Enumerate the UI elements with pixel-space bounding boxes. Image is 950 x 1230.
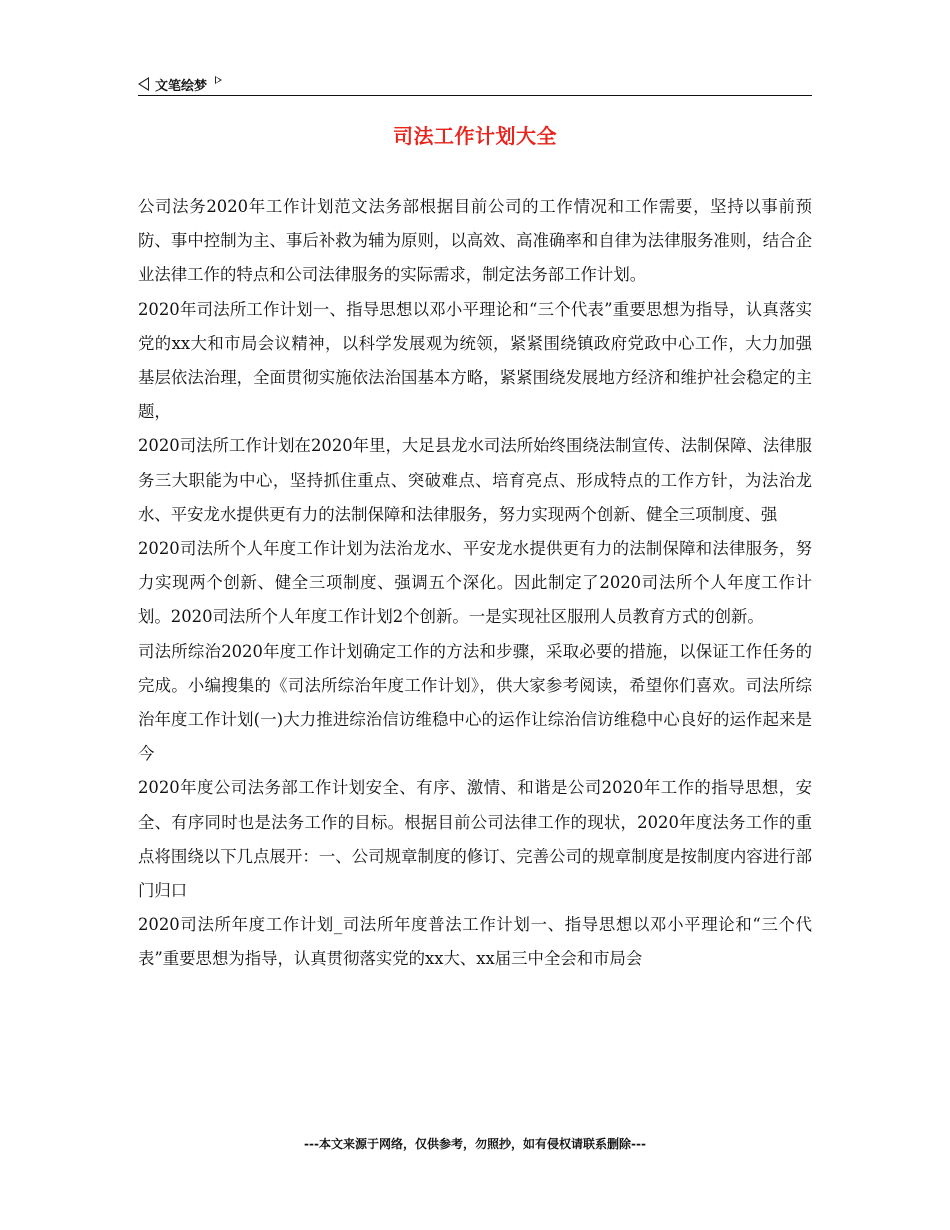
page-footer-disclaimer: ---本文来源于网络，仅供参考，勿照抄，如有侵权请联系删除---: [304, 1137, 646, 1151]
page-header: [138, 72, 812, 96]
header-divider: [138, 95, 812, 96]
triangle-right-icon: [215, 76, 222, 84]
brand-label: 文笔绘梦: [155, 78, 208, 94]
paragraph: 公司法务2020年工作计划范文法务部根据目前公司的工作情况和工作需要，坚持以事前预防、事中控制为主、事后补救为辅为原则，以高效、高准确率和自律为法律服务准则，结合企业法律工作的特点和公司法律服务的实际需求，制定法务部工作计划。: [138, 197, 812, 285]
document-body: [138, 190, 812, 977]
paragraph: 2020年司法所工作计划一、指导思想以邓小平理论和“三个代表”重要思想为指导，认真落实党的xx大和市局会议精神，以科学发展观为统领，紧紧围绕镇政府党政中心工作，大力加强基层依法治理，全面贯彻实施依法治国基本方略，紧紧围绕发展地方经济和维护社会稳定的主题，: [138, 299, 812, 422]
paragraph: 2020司法所工作计划在2020年里，大足县龙水司法所始终围绕法制宣传、法制保障、法律服务三大职能为中心，坚持抓住重点、突破难点、培育亮点、形成特点的工作方针，为法治龙水、平安龙水提供更有力的法制保障和法律服务，努力实现两个创新、健全三项制度、强: [138, 436, 812, 524]
paragraph: 2020司法所年度工作计划_司法所年度普法工作计划一、指导思想以邓小平理论和“三个代表”重要思想为指导，认真贯彻落实党的xx大、xx届三中全会和市局会: [138, 915, 812, 969]
paragraph: 司法所综治2020年度工作计划确定工作的方法和步骤，采取必要的措施，以保证工作任务的完成。小编搜集的《司法所综治年度工作计划》，供大家参考阅读，希望你们喜欢。司法所综治年度工作计划(一)大力推进综治信访维稳中心的运作让综治信访维稳中心良好的运作起来是今: [138, 641, 812, 764]
triangle-left-icon: [138, 77, 149, 91]
document-title: 司法工作计划大全: [393, 124, 557, 148]
paragraph: 2020年度公司法务部工作计划安全、有序、激情、和谐是公司2020年工作的指导思想，安全、有序同时也是法务工作的目标。根据目前公司法律工作的现状，2020年度法务工作的重点将围绕以下几点展开：一、公司规章制度的修订、完善公司的规章制度是按制度内容进行部门归口: [138, 778, 812, 901]
paragraph: 2020司法所个人年度工作计划为法治龙水、平安龙水提供更有力的法制保障和法律服务，努力实现两个创新、健全三项制度、强调五个深化。因此制定了2020司法所个人年度工作计划。2020司法所个人年度工作计划2个创新。一是实现社区服刑人员教育方式的创新。: [138, 539, 812, 627]
